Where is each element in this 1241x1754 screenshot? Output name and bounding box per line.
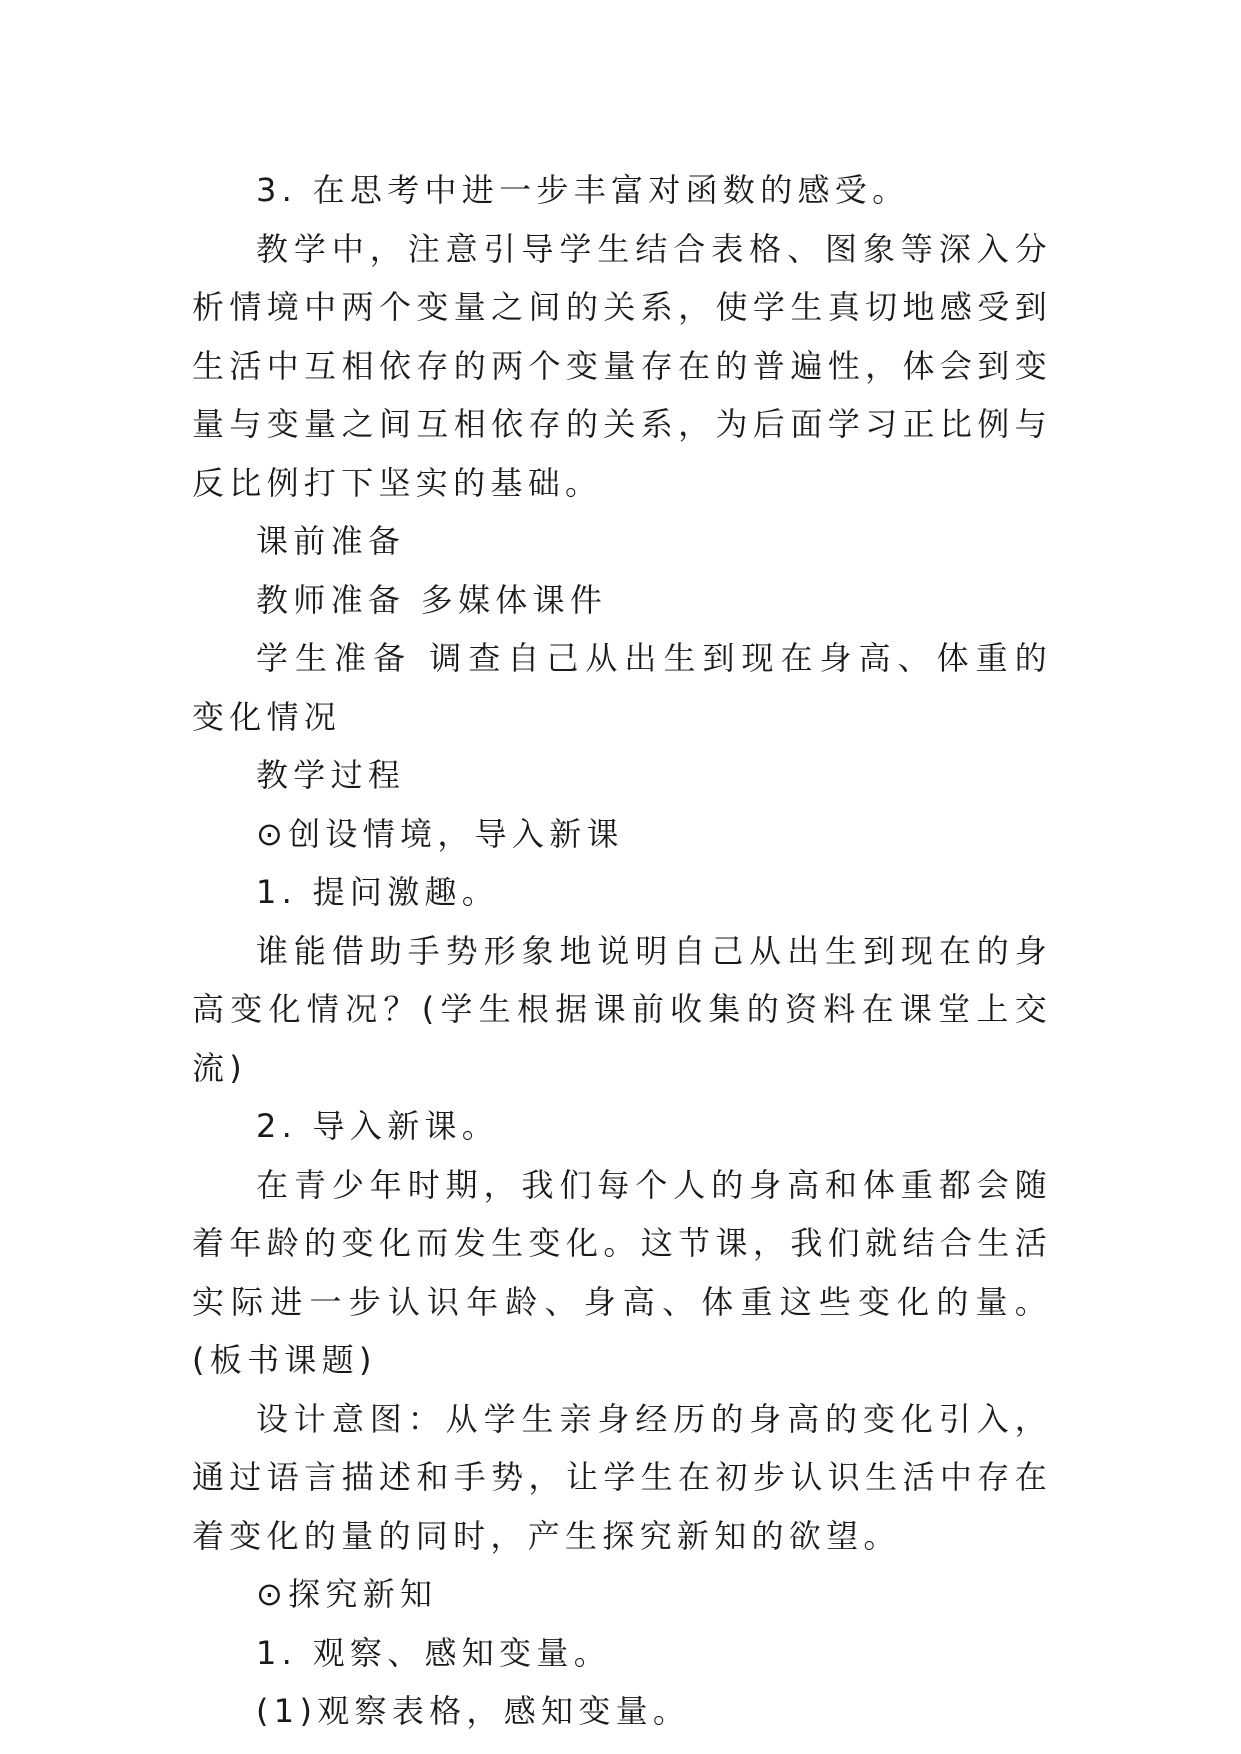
paragraph-teacher-prep: 教师准备 多媒体课件 xyxy=(256,580,608,619)
section-heading-explore: ⊙探究新知 xyxy=(256,1575,438,1613)
paragraph-observe-variables: 1. 观察、感知变量。 xyxy=(256,1633,612,1672)
section-heading-preparation: 课前准备 xyxy=(256,522,406,560)
paragraph-student-prep: 学生准备 调查自己从出生到现在身高、体重的变化情况 xyxy=(192,639,1052,736)
paragraph-design-intent: 设计意图：从学生亲身经历的身高的变化引入，通过语言描述和手势，让学生在初步认识生活中存在着变化的量的同时，产生探究新知的欲望。 xyxy=(192,1399,1052,1555)
body-text xyxy=(192,161,1052,1741)
paragraph-question: 谁能借助手势形象地说明自己从出生到现在的身高变化情况？(学生根据课前收集的资料在课堂上交流) xyxy=(192,931,1052,1087)
section-heading-intro: ⊙创设情境，导入新课 xyxy=(256,814,624,853)
paragraph-step-2: 2. 导入新课。 xyxy=(256,1107,500,1145)
paragraph-item-3: 3. 在思考中进一步丰富对函数的感受。 xyxy=(256,171,910,209)
paragraph-intro-text: 在青少年时期，我们每个人的身高和体重都会随着年龄的变化而发生变化。这节课，我们就结合生活实际进一步认识年龄、身高、体重这些变化的量。(板书课题) xyxy=(192,1165,1052,1379)
paragraph-observe-table: (1)观察表格，感知变量。 xyxy=(256,1692,691,1730)
section-heading-process: 教学过程 xyxy=(256,756,406,794)
paragraph-teaching-note: 教学中，注意引导学生结合表格、图象等深入分析情境中两个变量之间的关系，使学生真切地感受到生活中互相依存的两个变量存在的普遍性，体会到变量与变量之间互相依存的关系，为后面学习正比例与反比例打下坚实的基础。 xyxy=(192,229,1052,502)
paragraph-step-1: 1. 提问激趣。 xyxy=(256,873,500,911)
